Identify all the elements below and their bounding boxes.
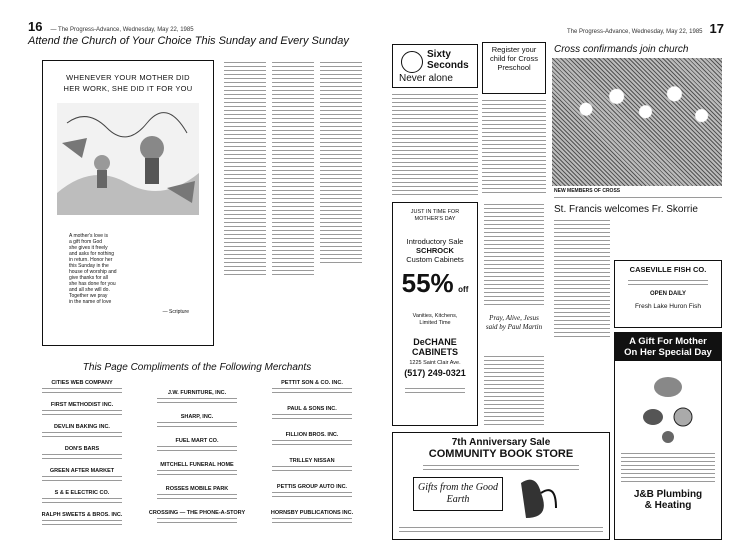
poem-line: A mother's love is	[69, 233, 109, 239]
plumbing-line2: & Heating	[644, 500, 692, 511]
poem-line: in the name of love	[69, 299, 112, 305]
cabinet-fine: Vanities, Kitchens, Limited Time	[412, 313, 458, 326]
church-listings-col-2	[272, 60, 314, 275]
merchant: DON'S BARS	[28, 446, 136, 468]
ad-headline-2: HER WORK, SHE DID IT FOR YOU	[63, 84, 193, 93]
mother-illustration	[57, 103, 199, 215]
sixty-seconds-box	[392, 44, 478, 88]
register-heading: Register your child for Cross Preschool	[490, 45, 538, 72]
cabinet-store: DeCHANE CABINETS	[411, 337, 458, 357]
plumbing-block	[615, 489, 721, 511]
poem-line: and asks for nothing	[69, 251, 115, 257]
masthead-right: The Progress-Advance, Wednesday, May 22, 1985	[567, 29, 703, 35]
mother-gift-header	[615, 333, 721, 361]
compliments-heading: This Page Compliments of the Following Merchants	[82, 362, 312, 373]
column-heading: Never alone	[399, 73, 453, 84]
merchant: PETTIT SON & CO. INC.	[258, 380, 366, 406]
merchant: CITIES WEB COMPANY	[28, 380, 136, 402]
never-alone-text	[392, 92, 478, 196]
fish-line: OPEN DAILY	[649, 291, 687, 297]
church-listings-col-1	[224, 60, 266, 275]
cabinet-line1: Introductory Sale	[406, 237, 464, 246]
poem-line: she gives it freely	[69, 245, 108, 251]
church-listings-col-3	[320, 60, 362, 265]
cabinet-line3: Custom Cabinets	[406, 255, 464, 264]
page-number-left: 16	[28, 19, 43, 34]
mother-ad-box	[42, 60, 214, 346]
right-page	[384, 18, 724, 538]
francis-heading: St. Francis welcomes Fr. Skorrie	[554, 204, 698, 215]
cabinet-percent: 55%	[401, 268, 454, 298]
masthead-right-row	[564, 20, 724, 34]
merchant: PAUL & SONS INC.	[258, 406, 366, 432]
bookstore-line2: COMMUNITY BOOK STORE	[428, 448, 574, 460]
fish-ad	[614, 260, 722, 328]
merchant: PETTIS GROUP AUTO INC.	[258, 484, 366, 510]
cabinet-ad	[392, 202, 478, 426]
merchant: GREEN AFTER MARKET	[28, 468, 136, 490]
jewelry-illustration	[633, 367, 703, 447]
banner-heading: Attend the Church of Your Choice This Sunday and Every Sunday	[28, 35, 349, 47]
ad-headline-1: WHENEVER YOUR MOTHER DID	[66, 73, 190, 82]
bookstore-figure	[511, 473, 561, 523]
merchant: CROSSING — THE PHONE-A-STORY	[143, 510, 251, 534]
merchant: ROSSES MOBILE PARK	[143, 486, 251, 510]
merchant: S & E ELECTRIC CO.	[28, 490, 136, 512]
cabinet-address: 1225 Saint Clair Ave.	[409, 360, 461, 366]
merchant: FIRST METHODIST INC.	[28, 402, 136, 424]
poem-line: Together we pray	[69, 293, 108, 299]
mother-title-2: On Her Special Day	[624, 347, 712, 358]
merchant: HORNSBY PUBLICATIONS INC.	[258, 510, 366, 536]
poem-signature: — Scripture	[162, 309, 189, 315]
photo-caption: NEW MEMBERS OF CROSS	[554, 188, 621, 194]
merchant: DEVLIN BAKING INC.	[28, 424, 136, 446]
cross-heading: Cross confirmands join church	[554, 44, 689, 55]
bookstore-logo: Gifts from the Good Earth	[413, 477, 503, 511]
left-page	[28, 18, 366, 538]
bookstore-ad	[392, 432, 610, 540]
cabinet-off: off	[458, 285, 469, 294]
poem-line: give thanks for all	[69, 275, 108, 281]
merchant: MITCHELL FUNERAL HOME	[143, 462, 251, 486]
poem-line: she has done for you	[69, 281, 116, 287]
register-box	[482, 42, 546, 94]
cabinet-top: JUST IN TIME FOR MOTHER'S DAY	[410, 209, 460, 222]
pray-text: Pray, Alive, Jesus said by Paul Martin	[485, 314, 543, 331]
page-number-right: 17	[709, 21, 724, 36]
merchant: FUEL MART CO.	[143, 438, 251, 462]
merchant: J.W. FURNITURE, INC.	[143, 390, 251, 414]
cabinet-line2: SCHROCK	[416, 246, 454, 255]
poem	[69, 233, 189, 315]
poem-line: in return. Honor her	[69, 257, 113, 263]
merchants-col-3	[258, 380, 366, 536]
poem-line: house of worship and	[69, 269, 117, 275]
merchant: FILLION BROS. INC.	[258, 432, 366, 458]
fish-name: CASEVILLE FISH CO.	[629, 265, 707, 274]
mother-gift-text	[621, 451, 715, 485]
column-title: Sixty Seconds	[427, 49, 469, 71]
photo-caption-text	[554, 195, 722, 201]
confirmands-photo	[552, 58, 722, 186]
merchant: TRILLEY NISSAN	[258, 458, 366, 484]
clock-icon	[401, 51, 423, 73]
poem-line: and all she will do.	[69, 287, 110, 293]
register-text	[482, 98, 546, 196]
merchants-col-2	[143, 390, 251, 534]
bookstore-line1: 7th Anniversary Sale	[451, 437, 551, 448]
fish-item: Fresh Lake Huron Fish	[634, 303, 702, 310]
cabinet-phone: (517) 249-0321	[404, 368, 466, 378]
merchant: SHARP, INC.	[143, 414, 251, 438]
francis-text	[554, 218, 610, 338]
masthead-left: — The Progress-Advance, Wednesday, May 22, 1985	[50, 27, 194, 33]
plumbing-line1: J&B Plumbing	[633, 489, 703, 500]
merchants-col-1	[28, 380, 136, 534]
merchant: RALPH SWEETS & BROS. INC.	[28, 512, 136, 534]
poem-line: this Sunday in the	[69, 263, 109, 269]
prayer-notes-text	[484, 354, 544, 426]
poem-line: a gift from God	[69, 239, 103, 245]
mother-gift-ad	[614, 332, 722, 540]
classified-text	[484, 202, 544, 308]
mother-title-1: A Gift For Mother	[629, 336, 707, 347]
